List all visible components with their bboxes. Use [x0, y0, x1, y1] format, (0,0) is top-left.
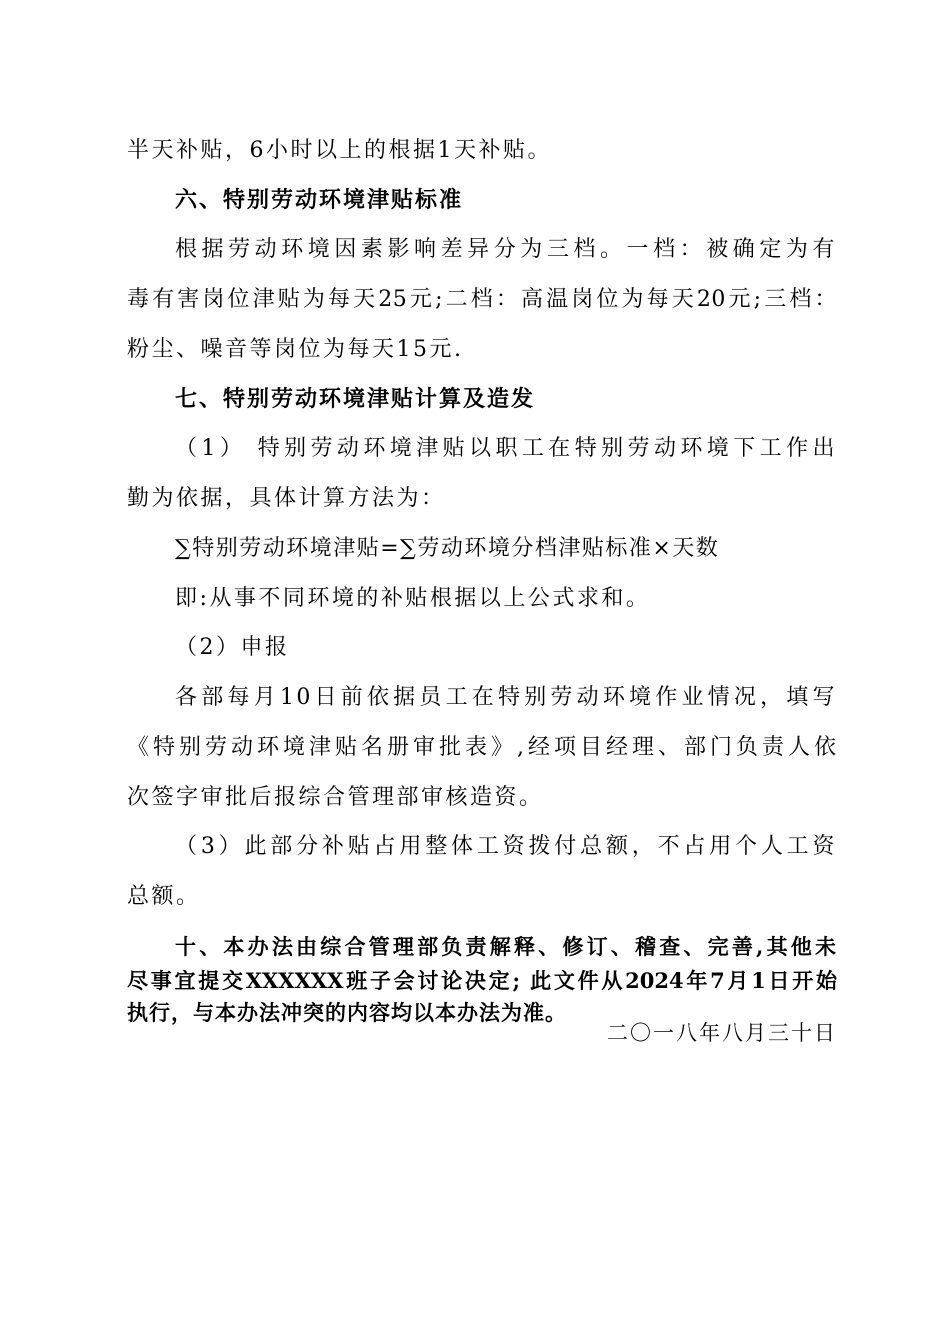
paragraph-7-line-7: （3）此部分补贴占用整体工资拨付总额，不占用个人工资	[175, 834, 837, 859]
text-line-half-day-subsidy: 半天补贴，6小时以上的根据1天补贴。	[127, 138, 552, 163]
paragraph-7-line-3: 即:从事不同环境的补贴根据以上公式求和。	[175, 586, 651, 611]
section-10-line-3: 执行，与本办法冲突的内容均以本办法为准。	[127, 1000, 567, 1025]
paragraph-7-line-5: 《特别劳动环境津贴名册审批表》,经项目经理、部门负责人依	[127, 735, 837, 760]
paragraph-7-line-4: 各部每月10日前依据员工在特别劳动环境作业情况，填写	[175, 685, 837, 710]
formula-line: ∑特别劳动环境津贴=∑劳动环境分档津贴标准×天数	[175, 536, 720, 561]
paragraph-6-line-1: 根据劳动环境因素影响差异分为三档。一档：被确定为有	[175, 237, 837, 262]
paragraph-7-line-2: 勤为依据，具体计算方法为：	[127, 486, 446, 511]
section-heading-7: 七、特别劳动环境津贴计算及造发	[175, 386, 536, 412]
paragraph-7-line-1: （1） 特别劳动环境津贴以职工在特别劳动环境下工作出	[175, 436, 837, 461]
section-10-line-2: 尽事宜提交XXXXXX班子会讨论决定; 此文件从2024年7月1日开始	[127, 968, 837, 993]
section-heading-6: 六、特别劳动环境津贴标准	[175, 187, 464, 213]
section-10-line-1: 十、本办法由综合管理部负责解释、修订、稽查、完善,其他未	[175, 934, 837, 959]
document-date: 二〇一八年八月三十日	[607, 1021, 837, 1045]
subheading-report: （2）申报	[175, 635, 290, 660]
paragraph-6-line-3: 粉尘、噪音等岗位为每天15元.	[127, 337, 464, 362]
paragraph-7-line-6: 次签字审批后报综合管理部审核造资。	[127, 785, 544, 810]
paragraph-7-line-8: 总额。	[127, 884, 201, 909]
paragraph-6-line-2: 毒有害岗位津贴为每天25元;二档：高温岗位为每天20元;三档：	[127, 287, 837, 312]
